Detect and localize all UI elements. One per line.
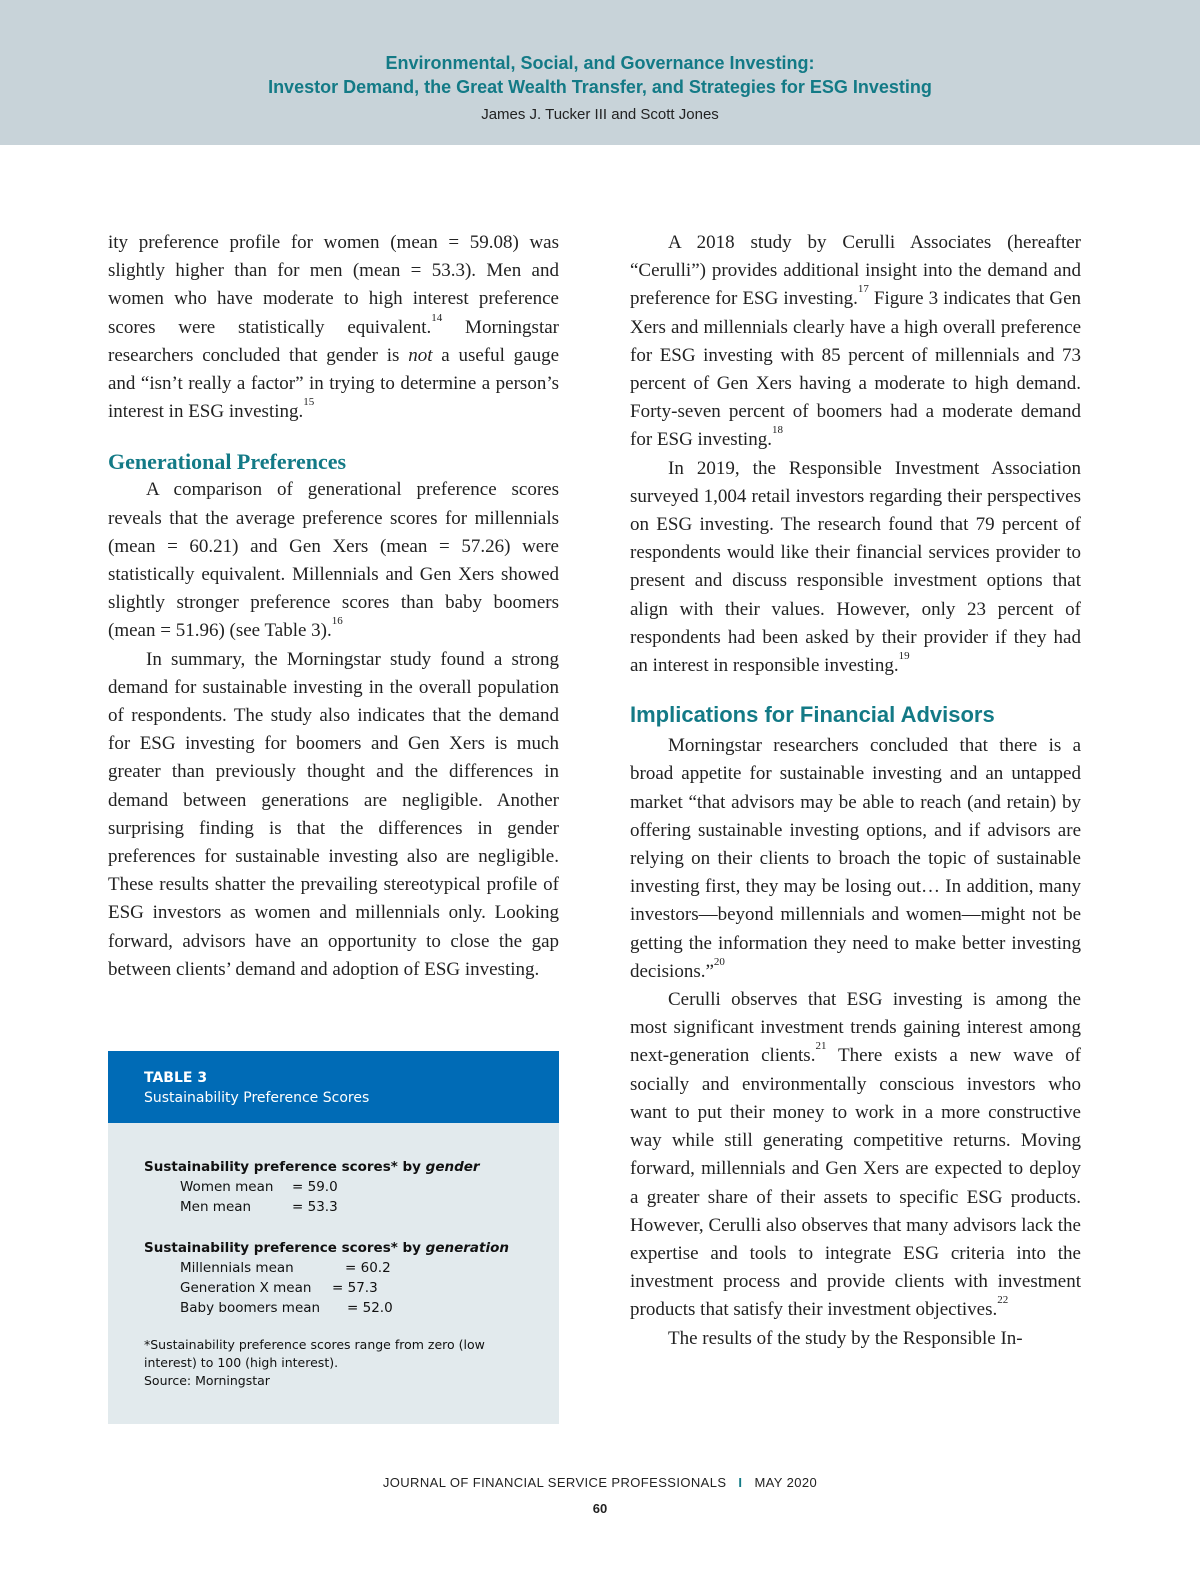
table-row: Millennials mean = 60.2: [180, 1260, 391, 1276]
table-row: Baby boomers mean = 52.0: [180, 1300, 393, 1316]
header-title-line2: Investor Demand, the Great Wealth Transfer, and Strategies for ESG Investing: [268, 77, 932, 97]
footnote-ref: 20: [713, 955, 725, 968]
footer-separator: I: [738, 1475, 743, 1490]
table-caption: Sustainability Preference Scores: [144, 1090, 370, 1106]
right-paragraph-1: A 2018 study by Cerulli Associates (hereafter “Cerulli”) provides additional insight into the demand and preference for ESG investing.$^{17}$ Figure 3 indicates that Gen Xers and millennials clearly have a high overall preference for ESG investing with 85 percent of millennials and 73 percent of Gen Xers having a moderate to high demand. Forty-seven percent of boomers had a moderate demand for ESG investing.$^{18}$: [630, 232, 1082, 451]
right-column: [630, 229, 1081, 1353]
heading-implications: Implications for Financial Advisors: [630, 702, 995, 728]
right-paragraph-3: Morningstar researchers concluded that there is a broad appetite for sustainable investing and an untapped market “that advisors may be able to reach (and retain) by offering sustainable investing options, and if advisors are relying on their clients to broach the topic of sustainable investing first, they may be losing out… In addition, many investors—beyond millennials and women—might not be getting the information they need to make better investing decisions.”$^{20}$: [630, 735, 1081, 982]
footnote-ref: 19: [898, 650, 910, 663]
right-paragraph-5: The results of the study by the Responsible In-: [668, 1327, 1023, 1349]
table-header: [108, 1051, 559, 1123]
left-paragraph-1: ity preference profile for women (mean = 59.08) was slightly higher than for men (mean = 53.3). Men and women who have moderate to high interest preference scores were statistically equivalent.$^{14}$ Morningstar researchers concluded that gender is not a useful gauge and “isn’t really a factor” in trying to determine a person’s interest in ESG investing.$^{15}$: [108, 232, 560, 423]
footnote-ref: 14: [431, 311, 443, 324]
table-body: [108, 1123, 559, 1390]
footnote-ref: 15: [303, 396, 315, 409]
footnote-ref: 17: [857, 283, 869, 296]
table-source: Source: Morningstar: [144, 1373, 270, 1388]
gender-section-heading: Sustainability preference scores* by gender: [144, 1159, 480, 1175]
footnote-ref: 18: [771, 424, 783, 437]
footnote-ref: 16: [331, 615, 343, 628]
header-authors: James J. Tucker III and Scott Jones: [481, 106, 719, 123]
table-3: [108, 1051, 559, 1424]
footnote-ref: 21: [815, 1040, 827, 1053]
heading-generational-preferences: Generational Preferences: [108, 449, 347, 475]
table-note: *Sustainability preference scores range from zero (low interest) to 100 (high interest). Source: Morningstar: [144, 1336, 559, 1390]
footnote-ref: 22: [997, 1294, 1009, 1307]
footer-journal: JOURNAL OF FINANCIAL SERVICE PROFESSIONALS I MAY 2020: [382, 1475, 818, 1490]
header-title-line1: Environmental, Social, and Governance Investing:: [385, 53, 815, 73]
generation-section-heading: Sustainability preference scores* by generation: [144, 1240, 509, 1256]
right-paragraph-4: Cerulli observes that ESG investing is among the most significant investment trends gaining interest among next-generation clients.$^{21}$ There exists a new wave of socially and environmentally conscious investors who want to put their money to work in a more constructive way while still generating competitive returns. Moving forward, millennials and Gen Xers are expected to deploy a greater share of their assets to specific ESG products. However, Cerulli also observes that many advisors lack the expertise and tools to integrate ESG criteria into the investment process and provide clients with investment products that satisfy their investment objectives.$^{22}$: [630, 989, 1081, 1321]
table-label: TABLE 3: [144, 1070, 208, 1086]
left-column: [108, 229, 559, 984]
left-paragraph-3: In summary, the Morningstar study found a strong demand for sustainable investing in the overall population of respondents. The study also indicates that the demand for ESG investing for boomers and Gen Xers is much greater than previously thought and the differences in demand between generations are negligible. Another surprising finding is that the differences in gender preferences for sustainable investing also are negligible. These results shatter the prevailing stereotypical profile of ESG investors as women and millennials only. Looking forward, advisors have an opportunity to close the gap between clients’ demand and adoption of ESG investing.: [108, 648, 559, 980]
table-row: Generation X mean = 57.3: [180, 1280, 378, 1296]
left-paragraph-2: A comparison of generational preference scores reveals that the average preference scores for millennials (mean = 60.21) and Gen Xers (mean = 57.26) were statistically equivalent. Millennials and Gen Xers showed slightly stronger preference scores than baby boomers (mean = 51.96) (see Table 3).$^{16}$: [108, 479, 559, 642]
table-row: Men mean = 53.3: [180, 1199, 338, 1215]
running-header: [0, 0, 1200, 145]
right-paragraph-2: In 2019, the Responsible Investment Association surveyed 1,004 retail investors regarding their perspectives on ESG investing. The research found that 79 percent of respondents would like their financial services provider to present and discuss responsible investment options that align with their values. However, only 23 percent of respondents had been asked by their provider if they had an interest in responsible investing.$^{19}$: [630, 457, 1081, 677]
page-number: 60: [592, 1501, 608, 1516]
table-row: Women mean = 59.0: [180, 1179, 338, 1195]
